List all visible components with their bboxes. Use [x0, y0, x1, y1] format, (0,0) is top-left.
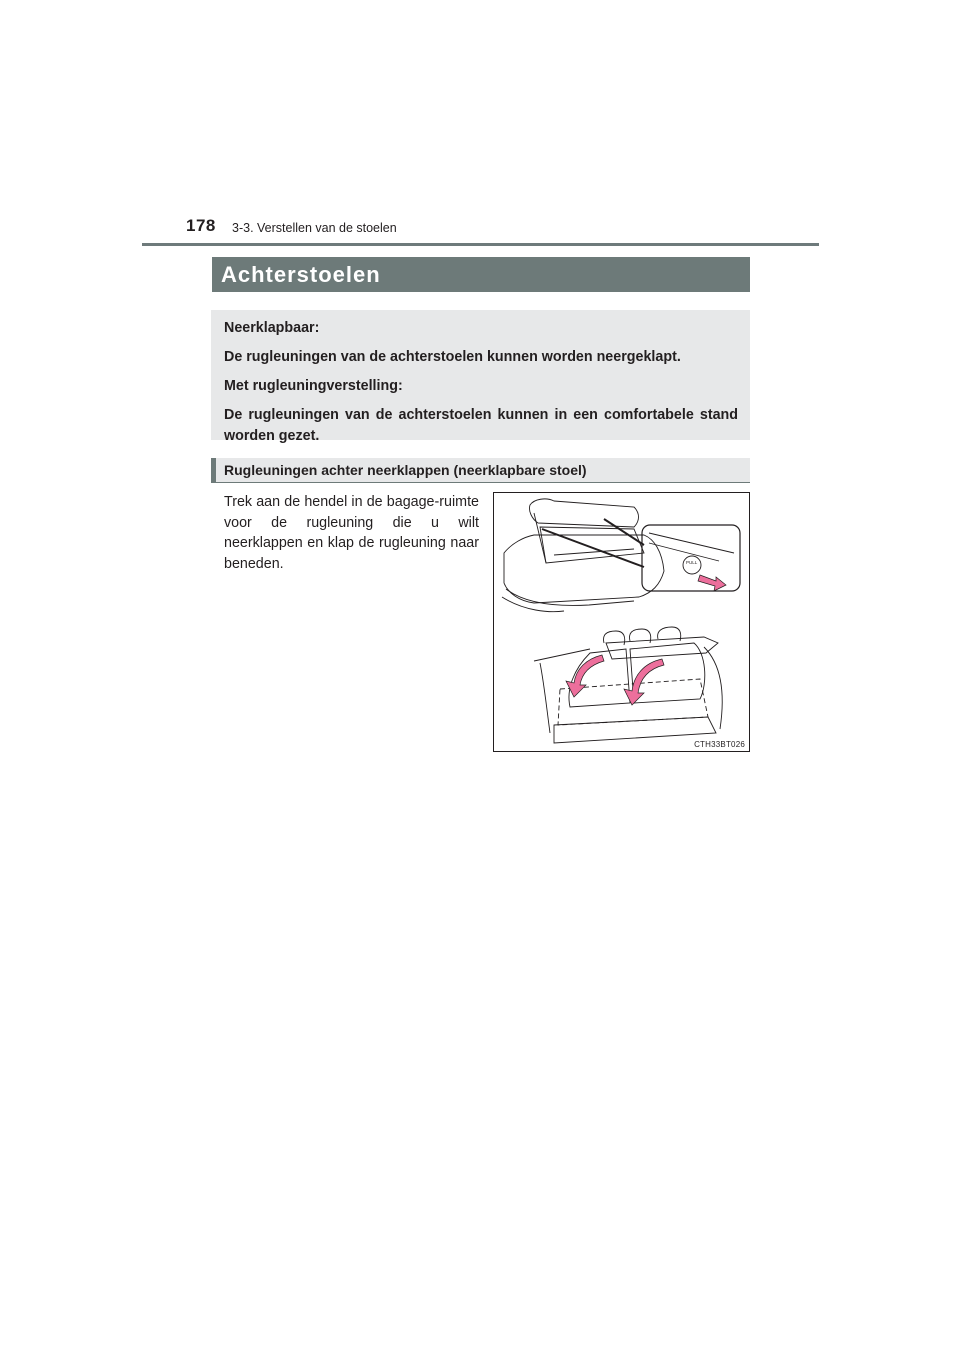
intro-line-4: De rugleuningen van de achterstoelen kunnen in een comfortabele stand worden gezet.	[224, 407, 738, 444]
page-number: 178	[186, 216, 216, 235]
instruction-text: Trek aan de hendel in de bagage-ruimte voor de rugleuning die u wilt neerklappen en klap de rugleuning naar beneden.	[224, 494, 479, 572]
leader-line-2	[604, 519, 644, 545]
rear-shelf	[606, 637, 718, 659]
trunk-lid	[529, 499, 638, 527]
title-bar	[212, 257, 750, 292]
rear-seat-illustration	[494, 493, 749, 751]
intro-line-2: De rugleuningen van de achterstoelen kunnen worden neergeklapt.	[224, 349, 681, 365]
subheading: Rugleuningen achter neerklappen (neerklapbare stoel)	[224, 462, 587, 478]
header-rule	[142, 243, 819, 246]
pull-lever	[683, 556, 701, 574]
zoom-panel-edge-1	[649, 533, 734, 553]
pull-label: PULL	[686, 560, 698, 565]
figure-code: CTH33BT026	[694, 740, 745, 749]
page-title: Achterstoelen	[221, 262, 381, 287]
car-interior-left	[540, 663, 550, 733]
subheading-bar	[211, 458, 750, 483]
intro-line-3: Met rugleuningverstelling:	[224, 378, 403, 394]
section-label: 3-3. Verstellen van de stoelen	[232, 221, 397, 235]
trunk-opening	[540, 527, 644, 563]
illustration	[493, 492, 750, 752]
subheading-marker	[211, 458, 216, 482]
trunk-floor-line	[554, 549, 634, 555]
trunk-stay	[534, 513, 546, 563]
pull-arrow-icon	[698, 575, 726, 591]
seat-floor	[554, 717, 716, 743]
intro-line-1: Neerklapbaar:	[224, 320, 320, 336]
car-bumper	[506, 589, 634, 605]
intro-box	[211, 310, 750, 444]
car-interior-back	[534, 649, 590, 661]
fold-arrow-left-icon	[566, 655, 604, 697]
